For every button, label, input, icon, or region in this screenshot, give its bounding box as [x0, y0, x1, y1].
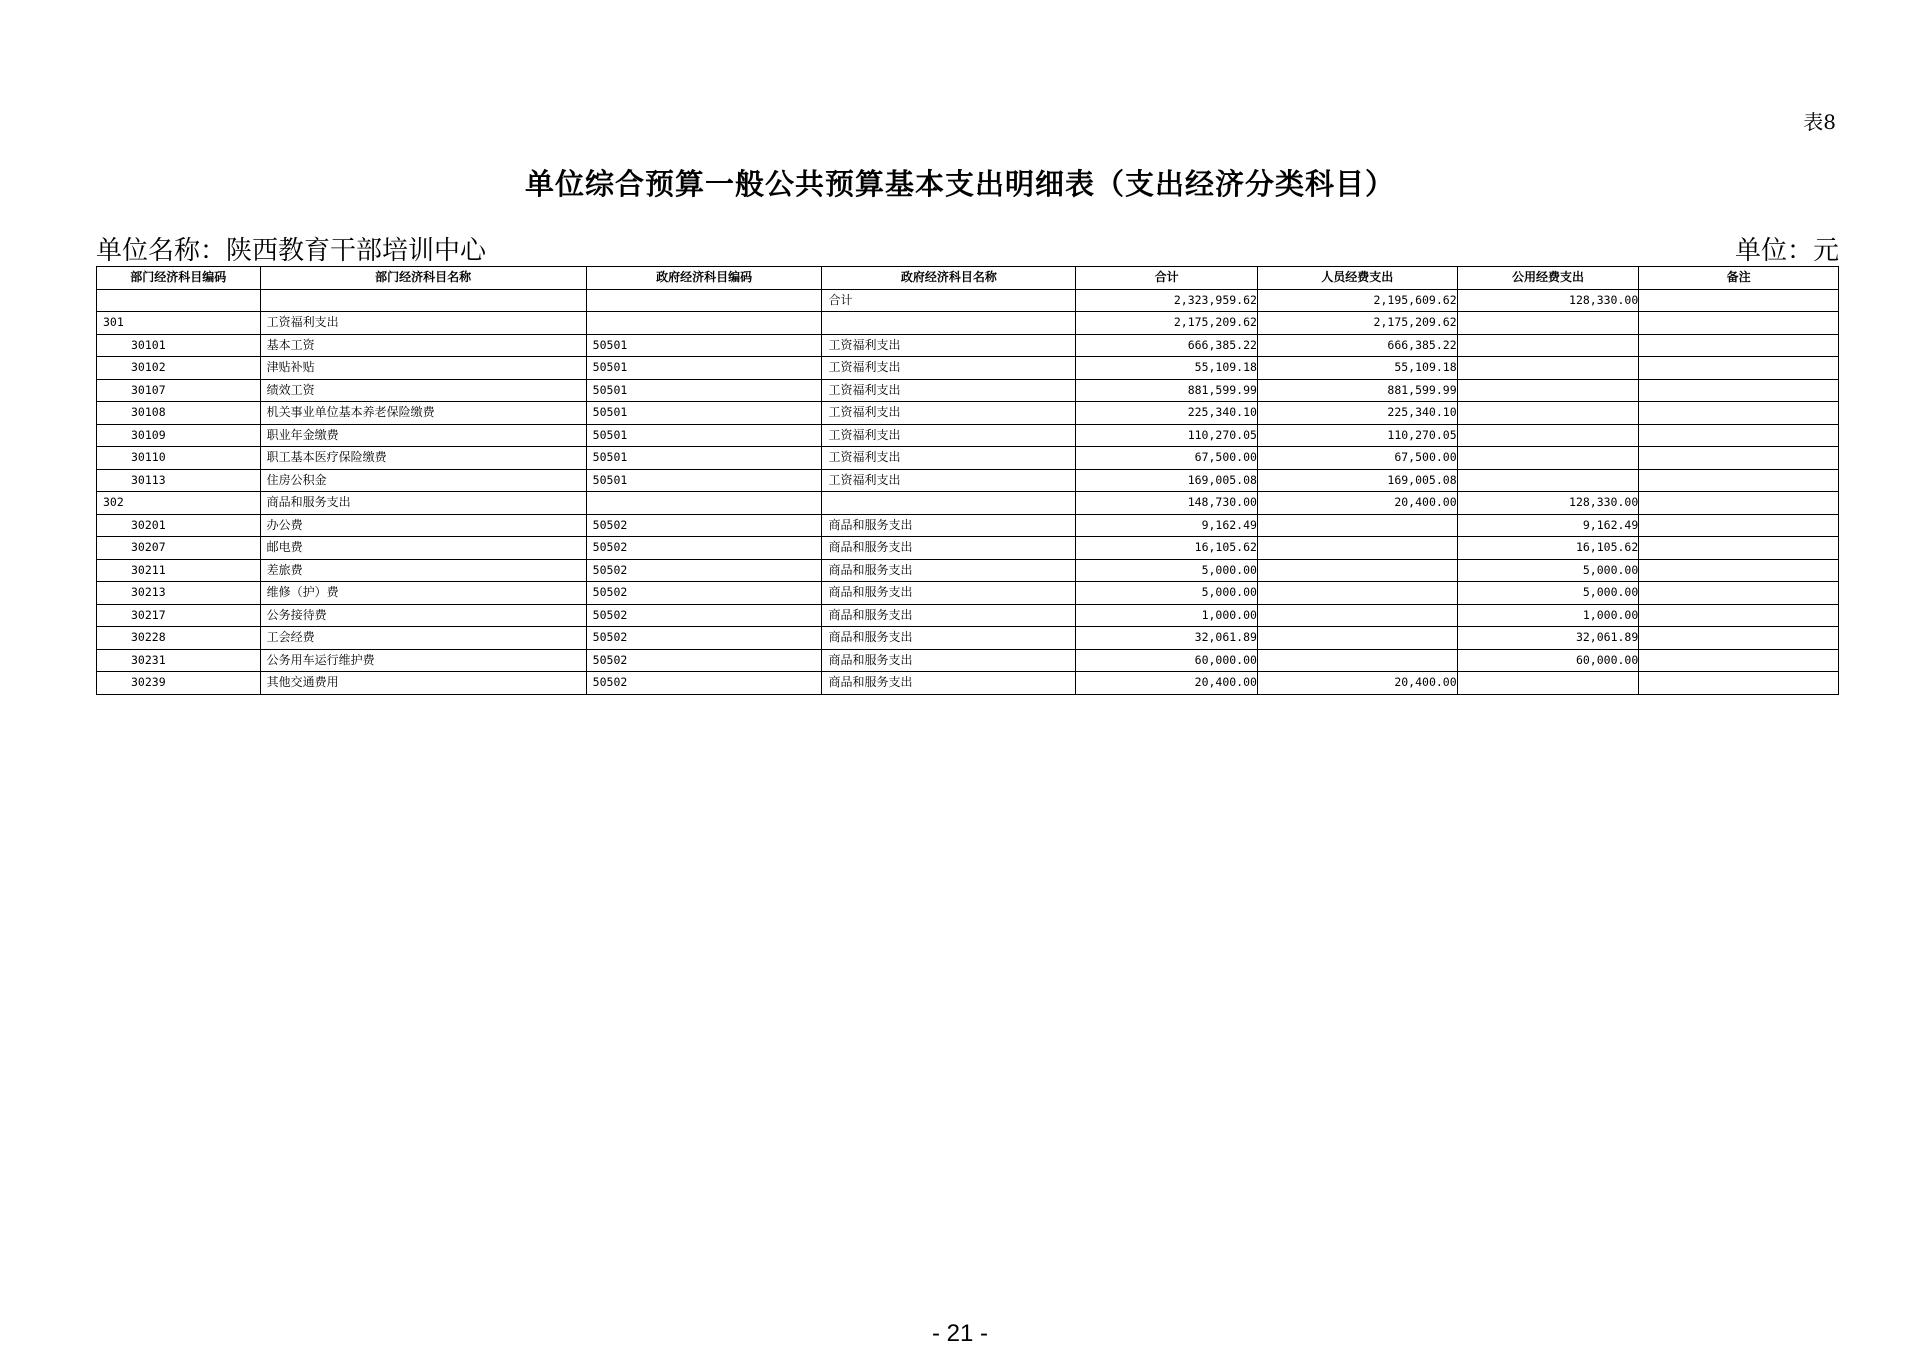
cell-note: [1639, 537, 1839, 560]
cell-public: 32,061.89: [1457, 627, 1639, 650]
cell-public: [1457, 379, 1639, 402]
cell-gov-name: 商品和服务支出: [822, 604, 1076, 627]
header-gov-name: 政府经济科目名称: [822, 267, 1076, 290]
cell-dept-code: 30109: [97, 424, 261, 447]
cell-gov-name: 工资福利支出: [822, 469, 1076, 492]
cell-gov-code: 50501: [586, 357, 822, 380]
cell-gov-name: [822, 492, 1076, 515]
cell-gov-code: 50501: [586, 402, 822, 425]
cell-dept-code: 30228: [97, 627, 261, 650]
cell-total: 169,005.08: [1076, 469, 1258, 492]
cell-public: 16,105.62: [1457, 537, 1639, 560]
cell-note: [1639, 289, 1839, 312]
cell-dept-name: 其他交通费用: [260, 672, 586, 695]
cell-public: [1457, 357, 1639, 380]
table-row: [97, 582, 1839, 605]
cell-personnel: 55,109.18: [1257, 357, 1457, 380]
cell-dept-name: 公务接待费: [260, 604, 586, 627]
cell-dept-code: 301: [97, 312, 261, 335]
cell-dept-name: 基本工资: [260, 334, 586, 357]
cell-total: 110,270.05: [1076, 424, 1258, 447]
cell-gov-code: 50501: [586, 447, 822, 470]
cell-dept-name: 差旅费: [260, 559, 586, 582]
table-row: [97, 649, 1839, 672]
page-title: 单位综合预算一般公共预算基本支出明细表（支出经济分类科目）: [524, 167, 1395, 201]
cell-public: [1457, 312, 1639, 335]
table-row: [97, 402, 1839, 425]
cell-public: 128,330.00: [1457, 492, 1639, 515]
cell-dept-name: [260, 289, 586, 312]
table-row: [97, 672, 1839, 695]
cell-gov-code: 50501: [586, 469, 822, 492]
cell-gov-code: 50502: [586, 649, 822, 672]
cell-total: 32,061.89: [1076, 627, 1258, 650]
cell-gov-name: 商品和服务支出: [822, 627, 1076, 650]
cell-dept-name: 工会经费: [260, 627, 586, 650]
cell-gov-name: 工资福利支出: [822, 357, 1076, 380]
cell-gov-code: [586, 492, 822, 515]
cell-personnel: 20,400.00: [1257, 492, 1457, 515]
cell-dept-code: 30231: [97, 649, 261, 672]
cell-total: 20,400.00: [1076, 672, 1258, 695]
cell-total: 881,599.99: [1076, 379, 1258, 402]
cell-note: [1639, 582, 1839, 605]
cell-dept-name: 职工基本医疗保险缴费: [260, 447, 586, 470]
cell-public: 5,000.00: [1457, 559, 1639, 582]
cell-dept-code: 30102: [97, 357, 261, 380]
cell-personnel: [1257, 582, 1457, 605]
table-row: [97, 289, 1839, 312]
cell-gov-code: 50502: [586, 627, 822, 650]
page-number: - 21 -: [931, 1320, 988, 1347]
cell-gov-code: [586, 289, 822, 312]
cell-dept-code: 30201: [97, 514, 261, 537]
cell-gov-code: 50501: [586, 379, 822, 402]
table-row: [97, 604, 1839, 627]
cell-dept-name: 住房公积金: [260, 469, 586, 492]
cell-note: [1639, 649, 1839, 672]
table-header-row: [97, 267, 1839, 290]
cell-total: 225,340.10: [1076, 402, 1258, 425]
cell-gov-code: 50502: [586, 672, 822, 695]
cell-total: 1,000.00: [1076, 604, 1258, 627]
cell-dept-name: 商品和服务支出: [260, 492, 586, 515]
cell-note: [1639, 312, 1839, 335]
cell-note: [1639, 447, 1839, 470]
cell-gov-name: 商品和服务支出: [822, 649, 1076, 672]
cell-gov-name: 合计: [822, 289, 1076, 312]
cell-total: 666,385.22: [1076, 334, 1258, 357]
cell-note: [1639, 424, 1839, 447]
cell-public: [1457, 672, 1639, 695]
cell-public: 60,000.00: [1457, 649, 1639, 672]
cell-dept-code: 30213: [97, 582, 261, 605]
table-body: [97, 289, 1839, 694]
cell-note: [1639, 357, 1839, 380]
table-row: [97, 492, 1839, 515]
cell-total: 55,109.18: [1076, 357, 1258, 380]
cell-gov-name: 工资福利支出: [822, 402, 1076, 425]
cell-public: [1457, 334, 1639, 357]
table-row: [97, 537, 1839, 560]
cell-personnel: 110,270.05: [1257, 424, 1457, 447]
cell-dept-code: 302: [97, 492, 261, 515]
cell-gov-name: 商品和服务支出: [822, 582, 1076, 605]
cell-personnel: 881,599.99: [1257, 379, 1457, 402]
cell-public: 9,162.49: [1457, 514, 1639, 537]
cell-gov-code: 50502: [586, 582, 822, 605]
table-row: [97, 559, 1839, 582]
cell-public: [1457, 424, 1639, 447]
header-total: 合计: [1076, 267, 1258, 290]
cell-public: 1,000.00: [1457, 604, 1639, 627]
cell-dept-name: 工资福利支出: [260, 312, 586, 335]
cell-total: 9,162.49: [1076, 514, 1258, 537]
cell-gov-name: 工资福利支出: [822, 334, 1076, 357]
cell-public: [1457, 469, 1639, 492]
cell-total: 67,500.00: [1076, 447, 1258, 470]
cell-dept-code: 30107: [97, 379, 261, 402]
cell-total: 5,000.00: [1076, 582, 1258, 605]
header-public: 公用经费支出: [1457, 267, 1639, 290]
cell-gov-name: 商品和服务支出: [822, 514, 1076, 537]
cell-dept-code: 30110: [97, 447, 261, 470]
table-row: [97, 312, 1839, 335]
cell-gov-code: 50502: [586, 514, 822, 537]
cell-dept-name: 邮电费: [260, 537, 586, 560]
cell-dept-code: 30239: [97, 672, 261, 695]
cell-dept-code: [97, 289, 261, 312]
cell-dept-code: 30211: [97, 559, 261, 582]
cell-dept-name: 公务用车运行维护费: [260, 649, 586, 672]
cell-total: 148,730.00: [1076, 492, 1258, 515]
cell-gov-name: 工资福利支出: [822, 447, 1076, 470]
cell-gov-code: 50502: [586, 559, 822, 582]
cell-note: [1639, 334, 1839, 357]
cell-gov-name: 商品和服务支出: [822, 672, 1076, 695]
cell-personnel: 2,195,609.62: [1257, 289, 1457, 312]
cell-personnel: 169,005.08: [1257, 469, 1457, 492]
cell-public: [1457, 447, 1639, 470]
cell-gov-code: 50501: [586, 334, 822, 357]
cell-note: [1639, 604, 1839, 627]
cell-total: 60,000.00: [1076, 649, 1258, 672]
cell-personnel: 20,400.00: [1257, 672, 1457, 695]
cell-dept-name: 绩效工资: [260, 379, 586, 402]
cell-personnel: [1257, 627, 1457, 650]
table-row: [97, 447, 1839, 470]
cell-personnel: [1257, 537, 1457, 560]
cell-note: [1639, 514, 1839, 537]
cell-personnel: 666,385.22: [1257, 334, 1457, 357]
cell-dept-code: 30113: [97, 469, 261, 492]
cell-dept-code: 30207: [97, 537, 261, 560]
cell-gov-name: 工资福利支出: [822, 379, 1076, 402]
cell-dept-code: 30217: [97, 604, 261, 627]
cell-dept-name: 办公费: [260, 514, 586, 537]
table-row: [97, 357, 1839, 380]
cell-dept-name: 机关事业单位基本养老保险缴费: [260, 402, 586, 425]
expenditure-detail-table: [96, 266, 1839, 695]
cell-dept-name: 维修（护）费: [260, 582, 586, 605]
table-row: [97, 627, 1839, 650]
currency-unit-label: 单位：元: [1734, 236, 1839, 266]
cell-total: 16,105.62: [1076, 537, 1258, 560]
cell-gov-code: 50502: [586, 604, 822, 627]
cell-personnel: [1257, 559, 1457, 582]
table-row: [97, 469, 1839, 492]
cell-total: 2,323,959.62: [1076, 289, 1258, 312]
header-personnel: 人员经费支出: [1257, 267, 1457, 290]
cell-public: [1457, 402, 1639, 425]
cell-public: 128,330.00: [1457, 289, 1639, 312]
unit-name-label: 单位名称：陕西教育干部培训中心: [96, 236, 487, 266]
table-row: [97, 379, 1839, 402]
cell-dept-name: 津贴补贴: [260, 357, 586, 380]
cell-note: [1639, 402, 1839, 425]
table-row: [97, 514, 1839, 537]
cell-dept-name: 职业年金缴费: [260, 424, 586, 447]
cell-personnel: [1257, 514, 1457, 537]
cell-note: [1639, 627, 1839, 650]
cell-dept-code: 30101: [97, 334, 261, 357]
cell-public: 5,000.00: [1457, 582, 1639, 605]
cell-personnel: [1257, 649, 1457, 672]
cell-total: 2,175,209.62: [1076, 312, 1258, 335]
table-row: [97, 424, 1839, 447]
header-dept-name: 部门经济科目名称: [260, 267, 586, 290]
cell-personnel: [1257, 604, 1457, 627]
cell-note: [1639, 492, 1839, 515]
cell-note: [1639, 559, 1839, 582]
cell-gov-name: 工资福利支出: [822, 424, 1076, 447]
cell-note: [1639, 469, 1839, 492]
header-note: 备注: [1639, 267, 1839, 290]
cell-personnel: 2,175,209.62: [1257, 312, 1457, 335]
cell-gov-code: [586, 312, 822, 335]
header-dept-code: 部门经济科目编码: [97, 267, 261, 290]
cell-gov-name: 商品和服务支出: [822, 559, 1076, 582]
cell-total: 5,000.00: [1076, 559, 1258, 582]
cell-gov-code: 50502: [586, 537, 822, 560]
cell-gov-name: [822, 312, 1076, 335]
cell-note: [1639, 672, 1839, 695]
table-number: 表8: [1803, 110, 1836, 134]
cell-note: [1639, 379, 1839, 402]
cell-personnel: 225,340.10: [1257, 402, 1457, 425]
cell-gov-name: 商品和服务支出: [822, 537, 1076, 560]
cell-dept-code: 30108: [97, 402, 261, 425]
table-row: [97, 334, 1839, 357]
cell-personnel: 67,500.00: [1257, 447, 1457, 470]
cell-gov-code: 50501: [586, 424, 822, 447]
header-gov-code: 政府经济科目编码: [586, 267, 822, 290]
